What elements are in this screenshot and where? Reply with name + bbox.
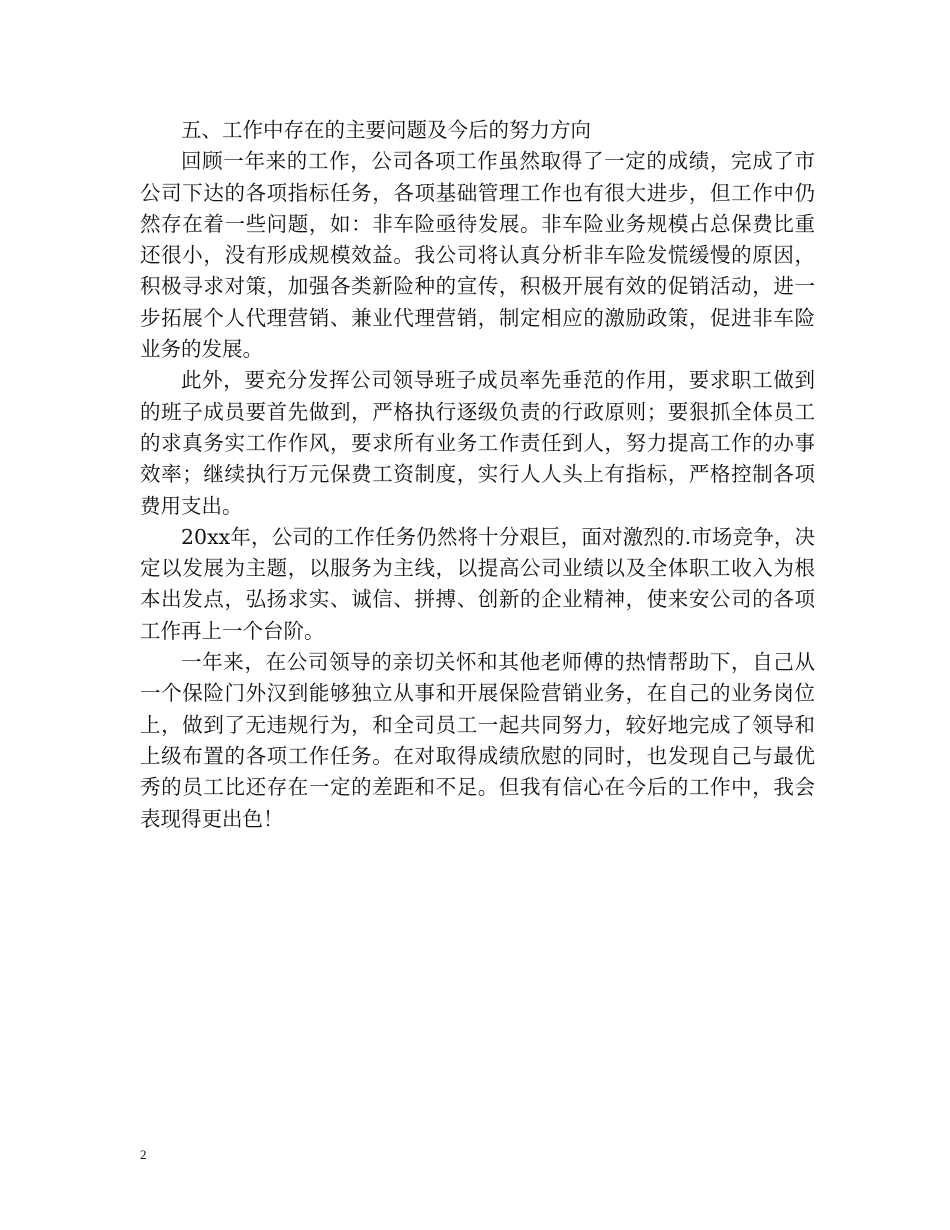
page-number: 2 <box>140 1147 147 1162</box>
paragraph-review: 回顾一年来的工作，公司各项工作虽然取得了一定的成绩，完成了市公司下达的各项指标任务，各项基础管理工作也有很大进步，但工作中仍然存在着一些问题，如：非车险亟待发展。非车险业务规模占总保费比重还很小，没有形成规模效益。我公司将认真分析非车险发慌缓慢的原因，积极寻求对策，加强各类新险种的宣传，积极开展有效的促销活动，进一步拓展个人代理营销、兼业代理营销，制定相应的激励政策，促进非车险业务的发展。 <box>140 149 815 362</box>
paragraph-outlook: 20xx年，公司的工作任务仍然将十分艰巨，面对激烈的.市场竞争，决定以发展为主题，以服务为主线，以提高公司业绩以及全体职工收入为根本出发点，弘扬求实、诚信、拼搏、创新的企业精神，使来安公司的各项工作再上一个台阶。 <box>140 524 815 643</box>
section-heading: 五、工作中存在的主要问题及今后的努力方向 <box>181 118 591 142</box>
paragraph-leadership: 此外，要充分发挥公司领导班子成员率先垂范的作用，要求职工做到的班子成员要首先做到，严格执行逐级负责的行政原则；要狠抓全体员工的求真务实工作作风，要求所有业务工作责任到人，努力提高工作的办事效率；继续执行万元保费工资制度，实行人人头上有指标，严格控制各项费用支出。 <box>140 368 815 518</box>
document-body <box>140 115 815 835</box>
paragraph-personal: 一年来，在公司领导的亲切关怀和其他老师傅的热情帮助下，自己从一个保险门外汉到能够独立从事和开展保险营销业务，在自己的业务岗位上，做到了无违规行为，和全司员工一起共同努力，较好地完成了领导和上级布置的各项工作任务。在对取得成绩欣慰的同时，也发现自己与最优秀的员工比还存在一定的差距和不足。但我有信心在今后的工作中，我会表现得更出色！ <box>140 650 815 831</box>
